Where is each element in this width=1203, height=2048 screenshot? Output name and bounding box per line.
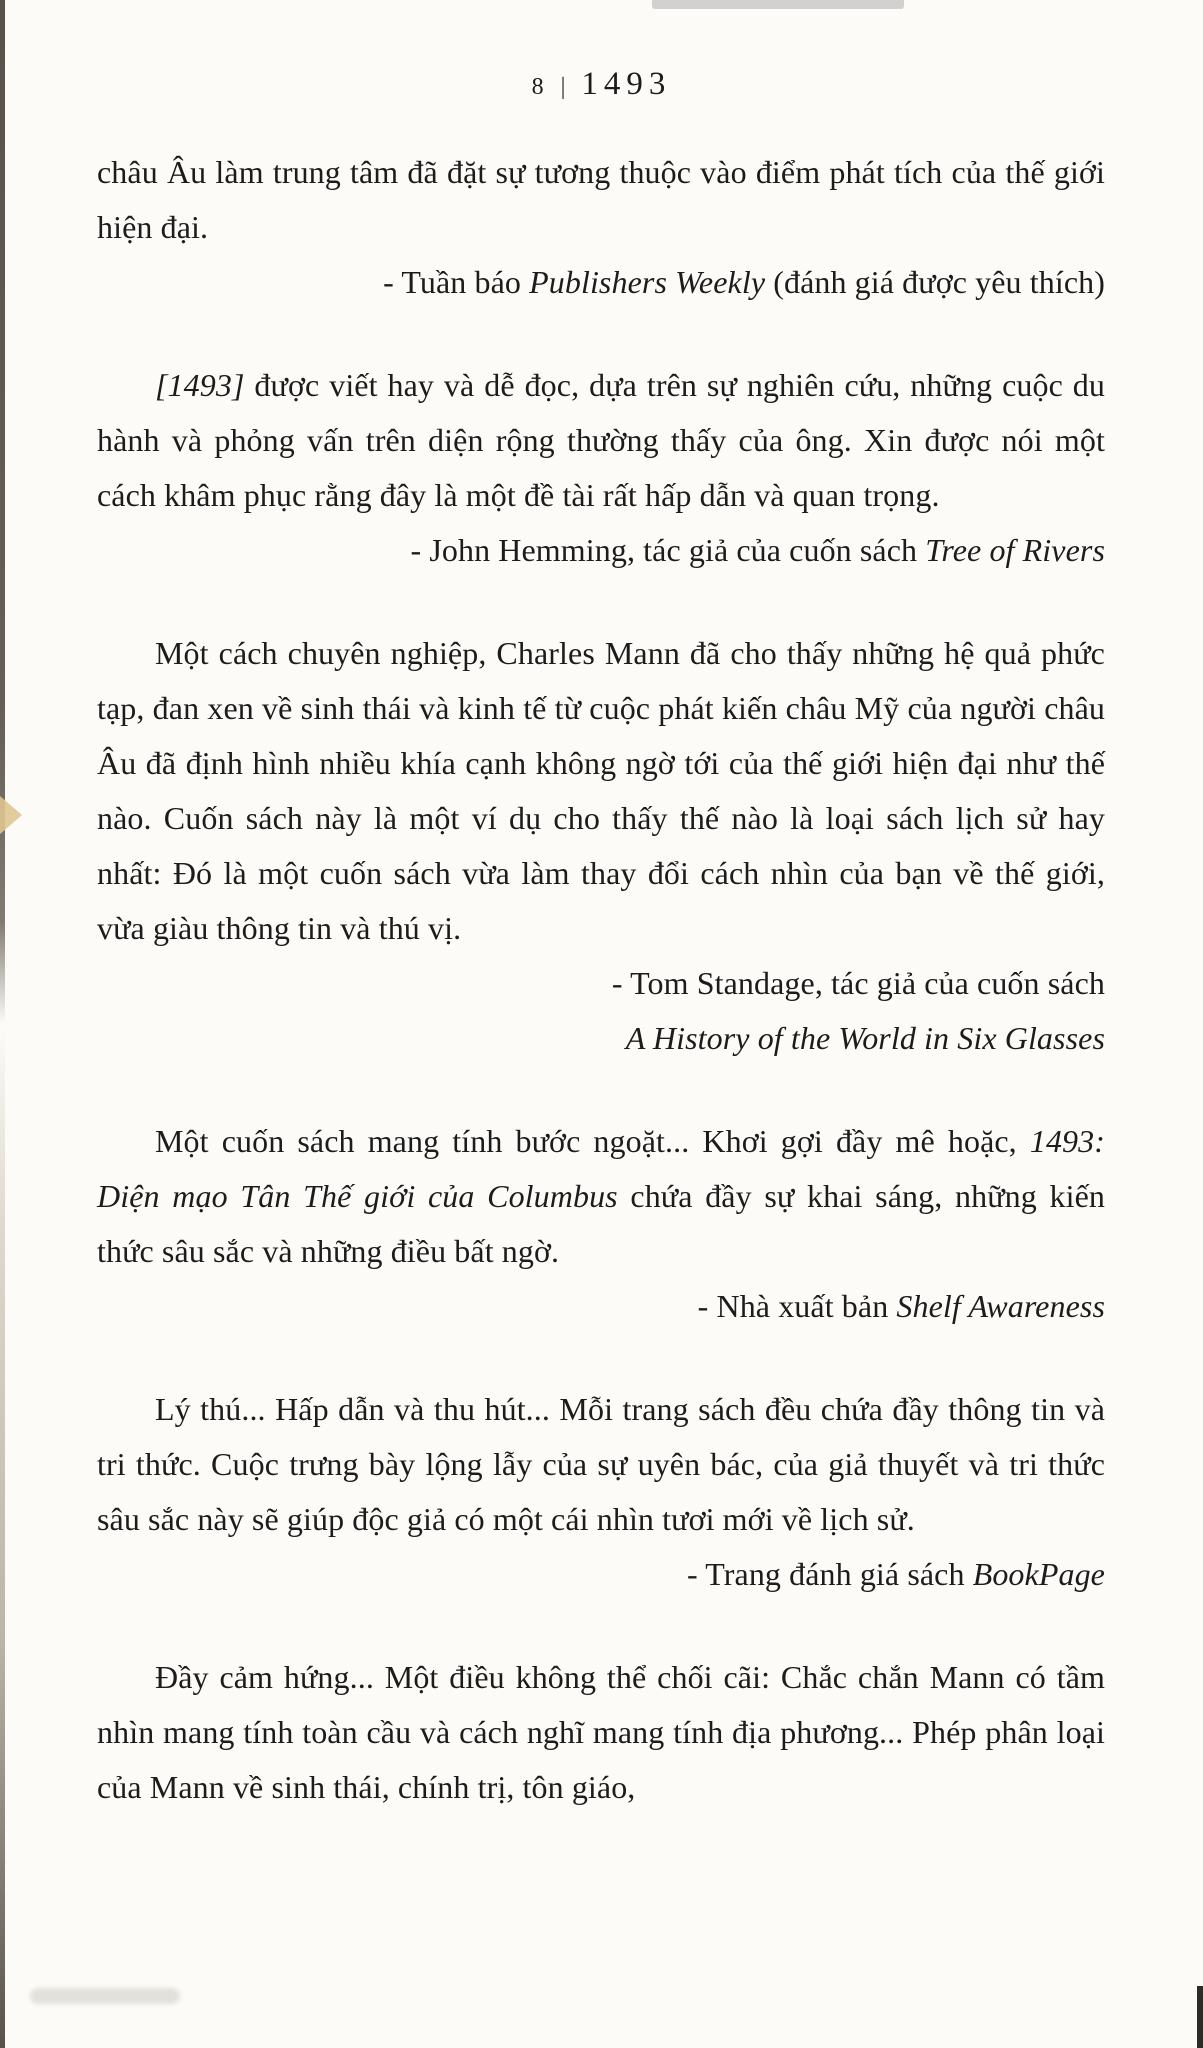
book-reference: [1493] (155, 367, 245, 403)
attribution-prefix: - Trang đánh giá sách (686, 1556, 973, 1592)
source-name: Publishers Weekly (529, 264, 766, 300)
quote-lead: Một cuốn sách mang tính bước ngoặt... Khơi gợi đầy mê hoặc, (155, 1123, 1030, 1159)
attribution-tom-standage-line1 (97, 956, 1105, 1011)
page-right-edge-shadow (1197, 1986, 1203, 2048)
header-divider: | (560, 74, 566, 100)
quote-text: Một cách chuyên nghiệp, Charles Mann đã cho thấy những hệ quả phức tạp, đan xen về sinh thái và kinh tế từ cuộc phát kiến châu Mỹ của người châu Âu đã định hình nhiều khía cạnh không ngờ tới của thế giới hiện đại như thế nào. Cuốn sách này là một ví dụ cho thấy thế nào là loại sách lịch sử hay nhất: Đó là một cuốn sách vừa làm thay đổi cách nhìn của bạn về thế giới, vừa giàu thông tin và thú vị. (97, 635, 1105, 946)
attribution-prefix: - Tuần báo (383, 264, 530, 300)
source-name: Tree of Rivers (925, 532, 1105, 568)
quote-text: châu Âu làm trung tâm đã đặt sự tương thuộc vào điểm phát tích của thế giới hiện đại. (97, 154, 1105, 245)
attribution-publishers-weekly (97, 255, 1105, 310)
quote-final-partial (97, 1650, 1105, 1815)
scan-smudge-bottom-left (30, 1988, 180, 2004)
quote-text: Lý thú... Hấp dẫn và thu hút... Mỗi trang sách đều chứa đầy thông tin và tri thức. Cuộc trưng bày lộng lẫy của sự uyên bác, của giả thuyết và tri thức sâu sắc này sẽ giúp độc giả có một cái nhìn tươi mới về lịch sử. (97, 1391, 1105, 1537)
attribution-prefix: - Nhà xuất bản (697, 1288, 897, 1324)
quote-publishers-weekly (97, 145, 1105, 255)
page-body (0, 145, 1203, 1815)
page-left-edge-shadow (0, 0, 5, 2048)
quote-text: được viết hay và dễ đọc, dựa trên sự nghiên cứu, những cuộc du hành và phỏng vấn trên diện rộng thường thấy của ông. Xin được nói một cách khâm phục rằng đây là một đề tài rất hấp dẫn và quan trọng. (97, 367, 1105, 513)
book-reference: 1493: Diện mạo Tân Thế giới của Columbus (97, 1123, 1105, 1214)
page-number: 8 (531, 74, 545, 100)
quote-bookpage (97, 1382, 1105, 1547)
page-edge-arrow-mark (0, 796, 22, 834)
source-name: A History of the World in Six Glasses (625, 1020, 1105, 1056)
source-name: Shelf Awareness (896, 1288, 1105, 1324)
quote-tom-standage (97, 626, 1105, 956)
attribution-prefix: - Tom Standage, tác giả của cuốn sách (611, 965, 1105, 1001)
quote-john-hemming (97, 358, 1105, 523)
attribution-bookpage (97, 1547, 1105, 1602)
attribution-prefix: - John Hemming, tác giả của cuốn sách (410, 532, 926, 568)
attribution-tom-standage-line2 (97, 1011, 1105, 1066)
quote-tail: chứa đầy sự khai sáng, những kiến thức sâu sắc và những điều bất ngờ. (97, 1178, 1105, 1269)
running-header (0, 0, 1203, 103)
attribution-shelf-awareness (97, 1279, 1105, 1334)
source-name: BookPage (972, 1556, 1105, 1592)
attribution-suffix: (đánh giá được yêu thích) (765, 264, 1105, 300)
scan-smudge-top-right (652, 0, 904, 9)
quote-text: Đầy cảm hứng... Một điều không thể chối cãi: Chắc chắn Mann có tầm nhìn mang tính toàn cầu và cách nghĩ mang tính địa phương... Phép phân loại của Mann về sinh thái, chính trị, tôn giáo, (97, 1659, 1105, 1805)
quote-shelf-awareness (97, 1114, 1105, 1279)
book-title: 1493 (581, 66, 672, 102)
attribution-john-hemming (97, 523, 1105, 578)
